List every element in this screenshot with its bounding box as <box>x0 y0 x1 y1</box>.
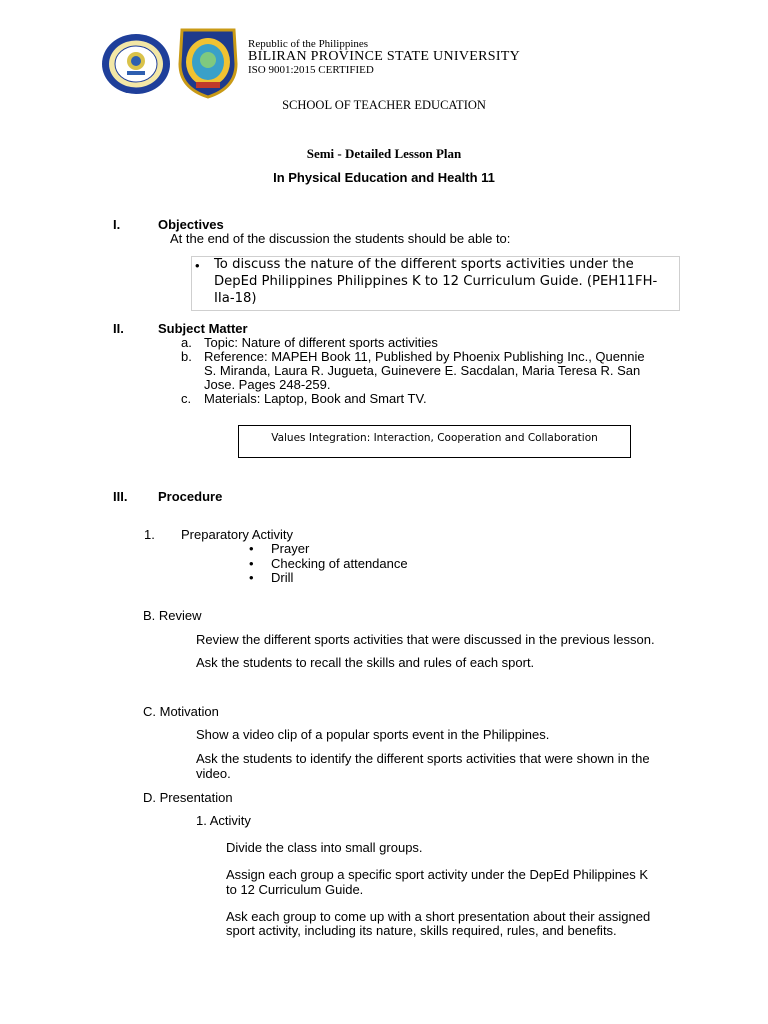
objective-line-1: To discuss the nature of the different sports activities under the <box>214 257 634 272</box>
school-name: SCHOOL OF TEACHER EDUCATION <box>282 98 486 112</box>
prep-bullet-icon: • <box>249 541 254 556</box>
activity-title: 1. Activity <box>196 813 251 828</box>
university-seal-logo <box>101 33 171 95</box>
motivation-paragraph-2-line-1: Ask the students to identify the different sports activities that were shown in the <box>196 751 650 766</box>
motivation-title: C. Motivation <box>143 704 219 719</box>
objective-bullet-icon: • <box>195 258 200 273</box>
university-name: BILIRAN PROVINCE STATE UNIVERSITY <box>248 49 521 64</box>
motivation-paragraph-1: Show a video clip of a popular sports event in the Philippines. <box>196 727 550 742</box>
topic-text: Topic: Nature of different sports activities <box>204 335 438 350</box>
preparatory-title: Preparatory Activity <box>181 527 293 542</box>
values-integration-box <box>238 425 631 458</box>
list-label-a: a. <box>181 335 192 350</box>
prep-item-prayer: Prayer <box>271 541 310 556</box>
school-seal-logo <box>176 26 240 99</box>
preparatory-number: 1. <box>144 527 155 542</box>
materials-text: Materials: Laptop, Book and Smart TV. <box>204 391 427 406</box>
iso-certification: ISO 9001:2015 CERTIFIED <box>248 64 374 76</box>
activity-paragraph-2-line-2: to 12 Curriculum Guide. <box>226 882 364 897</box>
document-subtitle: In Physical Education and Health 11 <box>273 170 495 185</box>
section-heading-subject-matter: Subject Matter <box>158 321 248 336</box>
document-title: Semi - Detailed Lesson Plan <box>306 146 462 161</box>
objectives-intro: At the end of the discussion the students should be able to: <box>170 231 511 246</box>
activity-paragraph-2-line-1: Assign each group a specific sport activity under the DepEd Philippines K <box>226 867 649 882</box>
review-paragraph-2: Ask the students to recall the skills and rules of each sport. <box>196 655 535 670</box>
objective-line-3: IIa-18) <box>214 291 257 306</box>
review-title: B. Review <box>143 608 202 623</box>
section-numeral-objectives: I. <box>113 217 121 232</box>
prep-item-drill: Drill <box>271 570 294 585</box>
activity-paragraph-3-line-2: sport activity, including its nature, skills required, rules, and benefits. <box>226 923 617 938</box>
activity-paragraph-3-line-1: Ask each group to come up with a short presentation about their assigned <box>226 909 651 924</box>
section-numeral-procedure: III. <box>113 489 128 504</box>
republic-line: Republic of the Philippines <box>248 38 369 50</box>
section-heading-procedure: Procedure <box>158 489 223 504</box>
values-integration-text: Values Integration: Interaction, Cooperation and Collaboration <box>271 432 598 444</box>
reference-line-3: Jose. Pages 248-259. <box>204 377 331 392</box>
section-numeral-subject-matter: II. <box>113 321 124 336</box>
motivation-paragraph-2-line-2: video. <box>196 766 231 781</box>
prep-bullet-icon: • <box>249 556 254 571</box>
review-paragraph-1: Review the different sports activities that were discussed in the previous lesson. <box>196 632 655 647</box>
presentation-title: D. Presentation <box>143 790 233 805</box>
prep-bullet-icon: • <box>249 570 254 585</box>
prep-item-attendance: Checking of attendance <box>271 556 408 571</box>
reference-line-1: Reference: MAPEH Book 11, Published by Phoenix Publishing Inc., Quennie <box>204 349 645 364</box>
objective-line-2: DepEd Philippines Philippines K to 12 Curriculum Guide. (PEH11FH- <box>214 274 658 289</box>
list-label-c: c. <box>181 391 192 406</box>
activity-paragraph-1: Divide the class into small groups. <box>226 840 423 855</box>
section-heading-objectives: Objectives <box>158 217 224 232</box>
list-label-b: b. <box>181 349 192 364</box>
reference-line-2: S. Miranda, Laura R. Jugueta, Guinevere E. Sacdalan, Maria Teresa R. San <box>204 363 641 378</box>
